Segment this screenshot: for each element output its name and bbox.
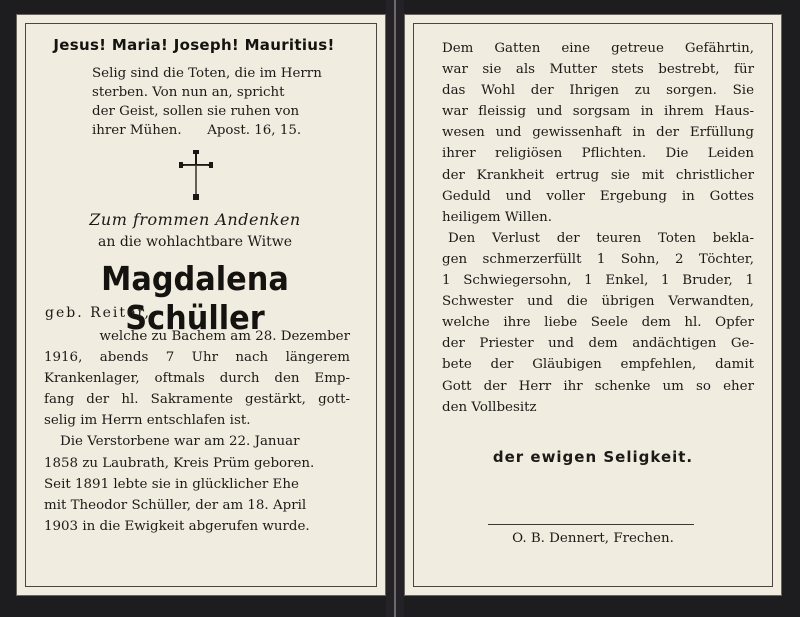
body-line: der Krankheit ertrug sie mit christlicher <box>442 167 754 183</box>
body-line: war sie als Mutter stets bestrebt, für <box>442 62 754 78</box>
body-line: 1916, abends 7 Uhr nach längerem <box>44 350 350 366</box>
memory-line-2: an die wohlachtbare Witwe <box>98 234 292 250</box>
deceased-name: Magdalena Schüller <box>101 259 289 337</box>
bible-verse <box>92 64 354 140</box>
body-line: Dem Gatten eine getreue Gefährtin, <box>442 41 754 56</box>
body-line: Schwester und die übrigen Verwandten, <box>442 294 754 310</box>
body-line: welche ihre liebe Seele dem hl. Opfer <box>442 315 754 331</box>
body-line: Seit 1891 lebte sie in glücklicher Ehe <box>44 476 299 492</box>
verse-line: Selig sind die Toten, die im Herrn <box>92 66 322 81</box>
body-line: wesen und gewissenhaft in der Erfüllung <box>442 125 754 141</box>
card-fold <box>386 0 404 617</box>
verse-line: ihrer Mühen. Apost. 16, 15. <box>92 123 302 138</box>
body-line: das Wohl der Ihrigen zu sorgen. Sie <box>442 83 754 99</box>
verse-line: sterben. Von nun an, spricht <box>92 85 285 100</box>
body-line: mit Theodor Schüller, der am 18. April <box>44 497 307 513</box>
body-line: Die Verstorbene war am 22. Januar <box>60 434 300 450</box>
body-line: fang der hl. Sakramente gestärkt, gott- <box>44 392 350 408</box>
body-line: Geduld und voller Ergebung in Gottes <box>442 188 754 204</box>
maiden-name: geb. Reiter, <box>45 305 151 321</box>
body-line: 1 Schwiegersohn, 1 Enkel, 1 Bruder, 1 <box>442 273 754 289</box>
body-line: den Vollbesitz <box>442 399 537 415</box>
body-line: heiligem Willen. <box>442 209 553 225</box>
body-line: ihrer religiösen Pflichten. Die Leiden <box>442 146 754 162</box>
verse-line: der Geist, sollen sie ruhen von <box>92 104 300 119</box>
fold-crease <box>394 0 396 617</box>
printer-divider <box>488 524 694 525</box>
body-line: bete der Gläubigen empfehlen, damit <box>442 357 754 373</box>
body-line: Den Verlust der teuren Toten bekla- <box>448 230 754 246</box>
body-line: der Priester und dem andächtigen Ge- <box>442 336 754 352</box>
body-line: gen schmerzerfüllt 1 Sohn, 2 Töchter, <box>442 251 754 267</box>
invocation-header: Jesus! Maria! Joseph! Mauritius! <box>53 36 335 54</box>
body-line: war fleissig und sorgsam in ihrem Haus- <box>442 104 754 120</box>
body-line: Gott der Herr ihr schenke um so eher <box>442 378 754 394</box>
body-line: Krankenlager, oftmals durch den Emp- <box>44 371 350 387</box>
right-body-text <box>442 38 754 418</box>
left-body-text <box>44 326 350 537</box>
printer-credit: O. B. Dennert, Frechen. <box>512 531 674 546</box>
body-line: welche zu Bachem am 28. Dezember <box>99 329 350 344</box>
body-line: 1858 zu Laubrath, Kreis Prüm geboren. <box>44 455 315 471</box>
closing-line: der ewigen Seligkeit. <box>492 448 694 466</box>
body-line: selig im Herrn entschlafen ist. <box>44 413 251 429</box>
memory-line-1: Zum frommen Andenken <box>89 210 301 229</box>
cross-icon <box>178 148 214 202</box>
body-line: 1903 in die Ewigkeit abgerufen wurde. <box>44 518 310 534</box>
